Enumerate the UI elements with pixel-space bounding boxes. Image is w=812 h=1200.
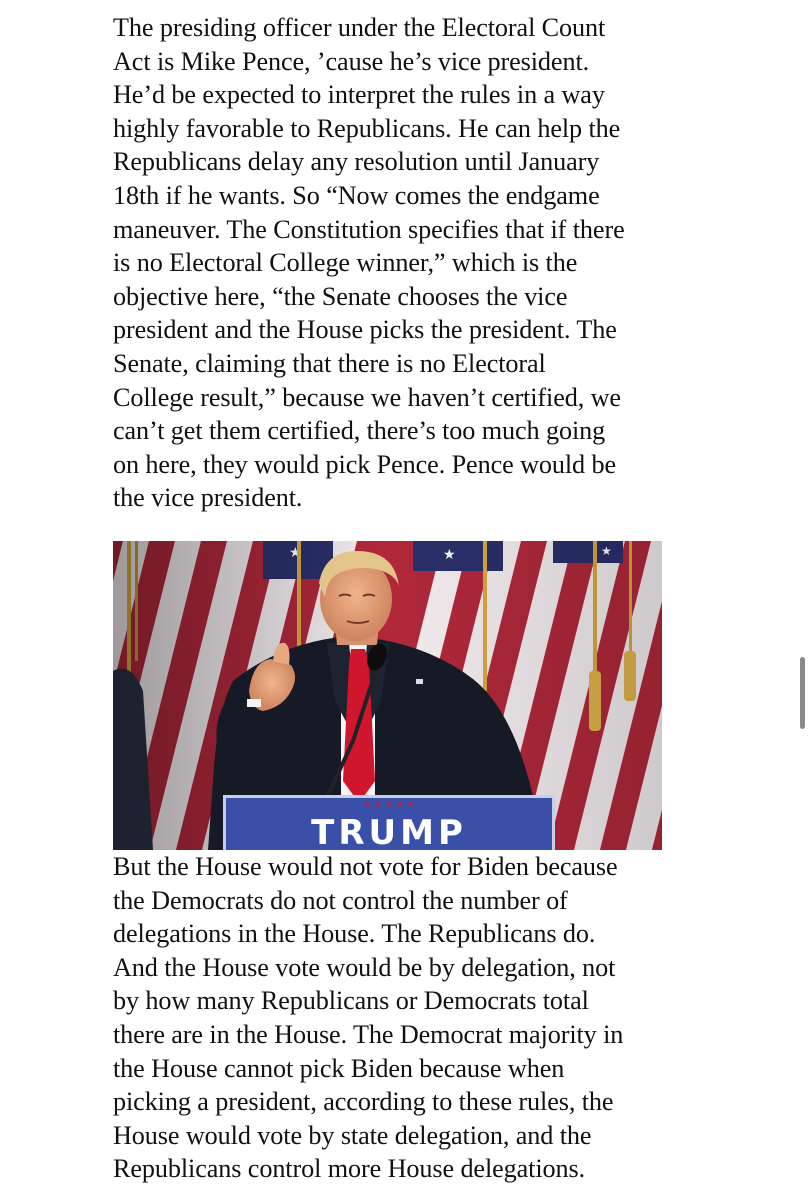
paragraph-line: House would vote by state delegation, and the xyxy=(113,1120,592,1150)
paragraph-line: highly favorable to Republicans. He can help the xyxy=(113,113,621,143)
paragraph-line: there are in the House. The Democrat majority in xyxy=(113,1019,624,1049)
paragraph-line: the vice president. xyxy=(113,483,303,513)
paragraph-line: on here, they would pick Pence. Pence would be xyxy=(113,449,617,479)
paragraph-line: But the House would not vote for Biden because xyxy=(113,852,618,881)
podium-stars: ★ ★ ★ ★ ★ xyxy=(363,800,415,810)
paragraph-line: the Democrats do not control the number of xyxy=(113,885,568,915)
photo-illustration xyxy=(113,541,662,850)
article-paragraph-1 xyxy=(113,11,673,515)
paragraph-line: maneuver. The Constitution specifies that if there xyxy=(113,214,625,244)
paragraph-line: Republicans control more House delegations. xyxy=(113,1154,586,1184)
podium-sign-text: TRUMP xyxy=(311,813,467,850)
paragraph-line: can’t get them certified, there’s too much going xyxy=(113,416,606,446)
paragraph-line: He’d be expected to interpret the rules in a way xyxy=(113,80,605,110)
paragraph-line: College result,” because we haven’t certified, we xyxy=(113,382,621,412)
podium-sign xyxy=(223,795,555,850)
paragraph-line: Senate, claiming that there is no Electoral xyxy=(113,348,546,378)
paragraph-line: delegations in the House. The Republicans do. xyxy=(113,919,596,949)
vertical-scrollbar[interactable] xyxy=(800,657,805,729)
paragraph-line: the House cannot pick Biden because when xyxy=(113,1053,565,1083)
paragraph-line: 18th if he wants. So “Now comes the endgame xyxy=(113,180,600,210)
paragraph-line: president and the House picks the president. The xyxy=(113,315,617,345)
paragraph-line: Act is Mike Pence, ’cause he’s vice president. xyxy=(113,46,590,76)
paragraph-line: And the House vote would be by delegation, not xyxy=(113,952,616,982)
article-paragraph-2 xyxy=(113,850,673,1186)
paragraph-line: The presiding officer under the Electoral Count xyxy=(113,13,606,42)
paragraph-line: objective here, “the Senate chooses the vice xyxy=(113,281,568,311)
article-photo xyxy=(113,541,662,850)
paragraph-line: Republicans delay any resolution until January xyxy=(113,147,600,177)
paragraph-line: by how many Republicans or Democrats total xyxy=(113,986,589,1016)
paragraph-line: is no Electoral College winner,” which is the xyxy=(113,248,578,278)
paragraph-line: picking a president, according to these rules, the xyxy=(113,1087,614,1117)
